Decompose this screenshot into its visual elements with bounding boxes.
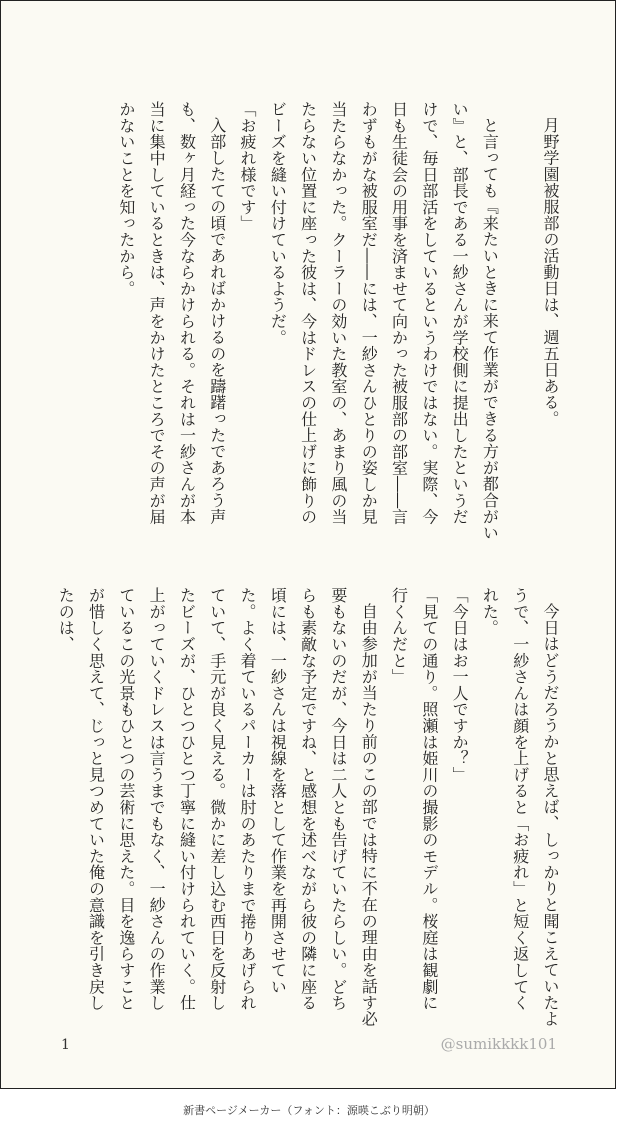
- text-column-top: [65, 101, 565, 541]
- author-handle: @sumikkkk101: [440, 1035, 557, 1053]
- paragraph: [232, 101, 262, 541]
- paragraph: [111, 101, 232, 541]
- paragraph-text: 入部したての頃であればかけるのを躊躇ったであろう声も、数ヶ月経った今ならかけられる。それは一紗さんが本当に集中しているときは、声をかけたところでその声が届かないことを知ったから。: [116, 101, 227, 525]
- paragraph: [383, 587, 444, 1027]
- paragraph-text: 「お疲れ様です」: [238, 101, 258, 232]
- paragraph-text: 「見ての通り。照瀬は姫川の撮影のモデル。桜庭は観劇に行くんだと」: [389, 587, 439, 1011]
- page-number: 1: [61, 1037, 70, 1053]
- paragraph: [262, 101, 504, 541]
- paragraph-text: 月野学園被服部の活動日は、週五日ある。: [541, 117, 560, 427]
- paragraph: [504, 101, 534, 102]
- paragraph-text: 今日はどうだろうかと思えば、しっかりと聞こえていたようで、一紗さんは顔を上げると「お疲れ」と短く返してくれた。: [480, 587, 560, 1027]
- paragraph: [474, 587, 565, 1027]
- text-column-bottom: [56, 587, 565, 1027]
- generator-credit: 新書ページメーカー（フォント：源暎こぶり明朝）: [183, 1104, 435, 1117]
- paragraph-text: と言っても『来たいときに来て作業ができる方が都合がいい』と、部長である一紗さんが学校側に提出したというだけで、毎日部活をしているというわけではない。実際、今日も生徒会の用事を済ませて向かった被服部の部室――言わずもがな被服室だ――には、一紗さんひとりの姿しか見当たらなかった。クーラーの効いた教室の、あまり風の当たらない位置に座った彼は、今はドレスの仕上げに飾りのビーズを縫い付けているようだ。: [268, 101, 500, 541]
- paragraph: [50, 587, 383, 1027]
- paragraph: [535, 101, 565, 541]
- paragraph: [444, 587, 474, 1027]
- paragraph-text: 自由参加が当たり前のこの部では特に不在の理由を話す必要もないのだが、今日は二人とも告げていたらしい。どちらも素敵な予定ですね、と感想を述べながら彼の隣に座る頃には、一紗さんは視線を落として作業を再開させていた。よく着ているパーカーは肘のあたりまで捲りあげられていて、手元が良く見える。微かに差し込む西日を反射したビーズが、ひとつひとつ丁寧に縫い付けられていく。仕上がっていくドレスは言うまでもなく、一紗さんの作業しているこの光景もひとつの芸術に思えた。目を逸らすことが惜しく思えて、じっと見つめていた俺の意識を引き戻したのは、: [56, 587, 379, 1027]
- paragraph-text: 「今日はお一人ですか？」: [450, 587, 470, 783]
